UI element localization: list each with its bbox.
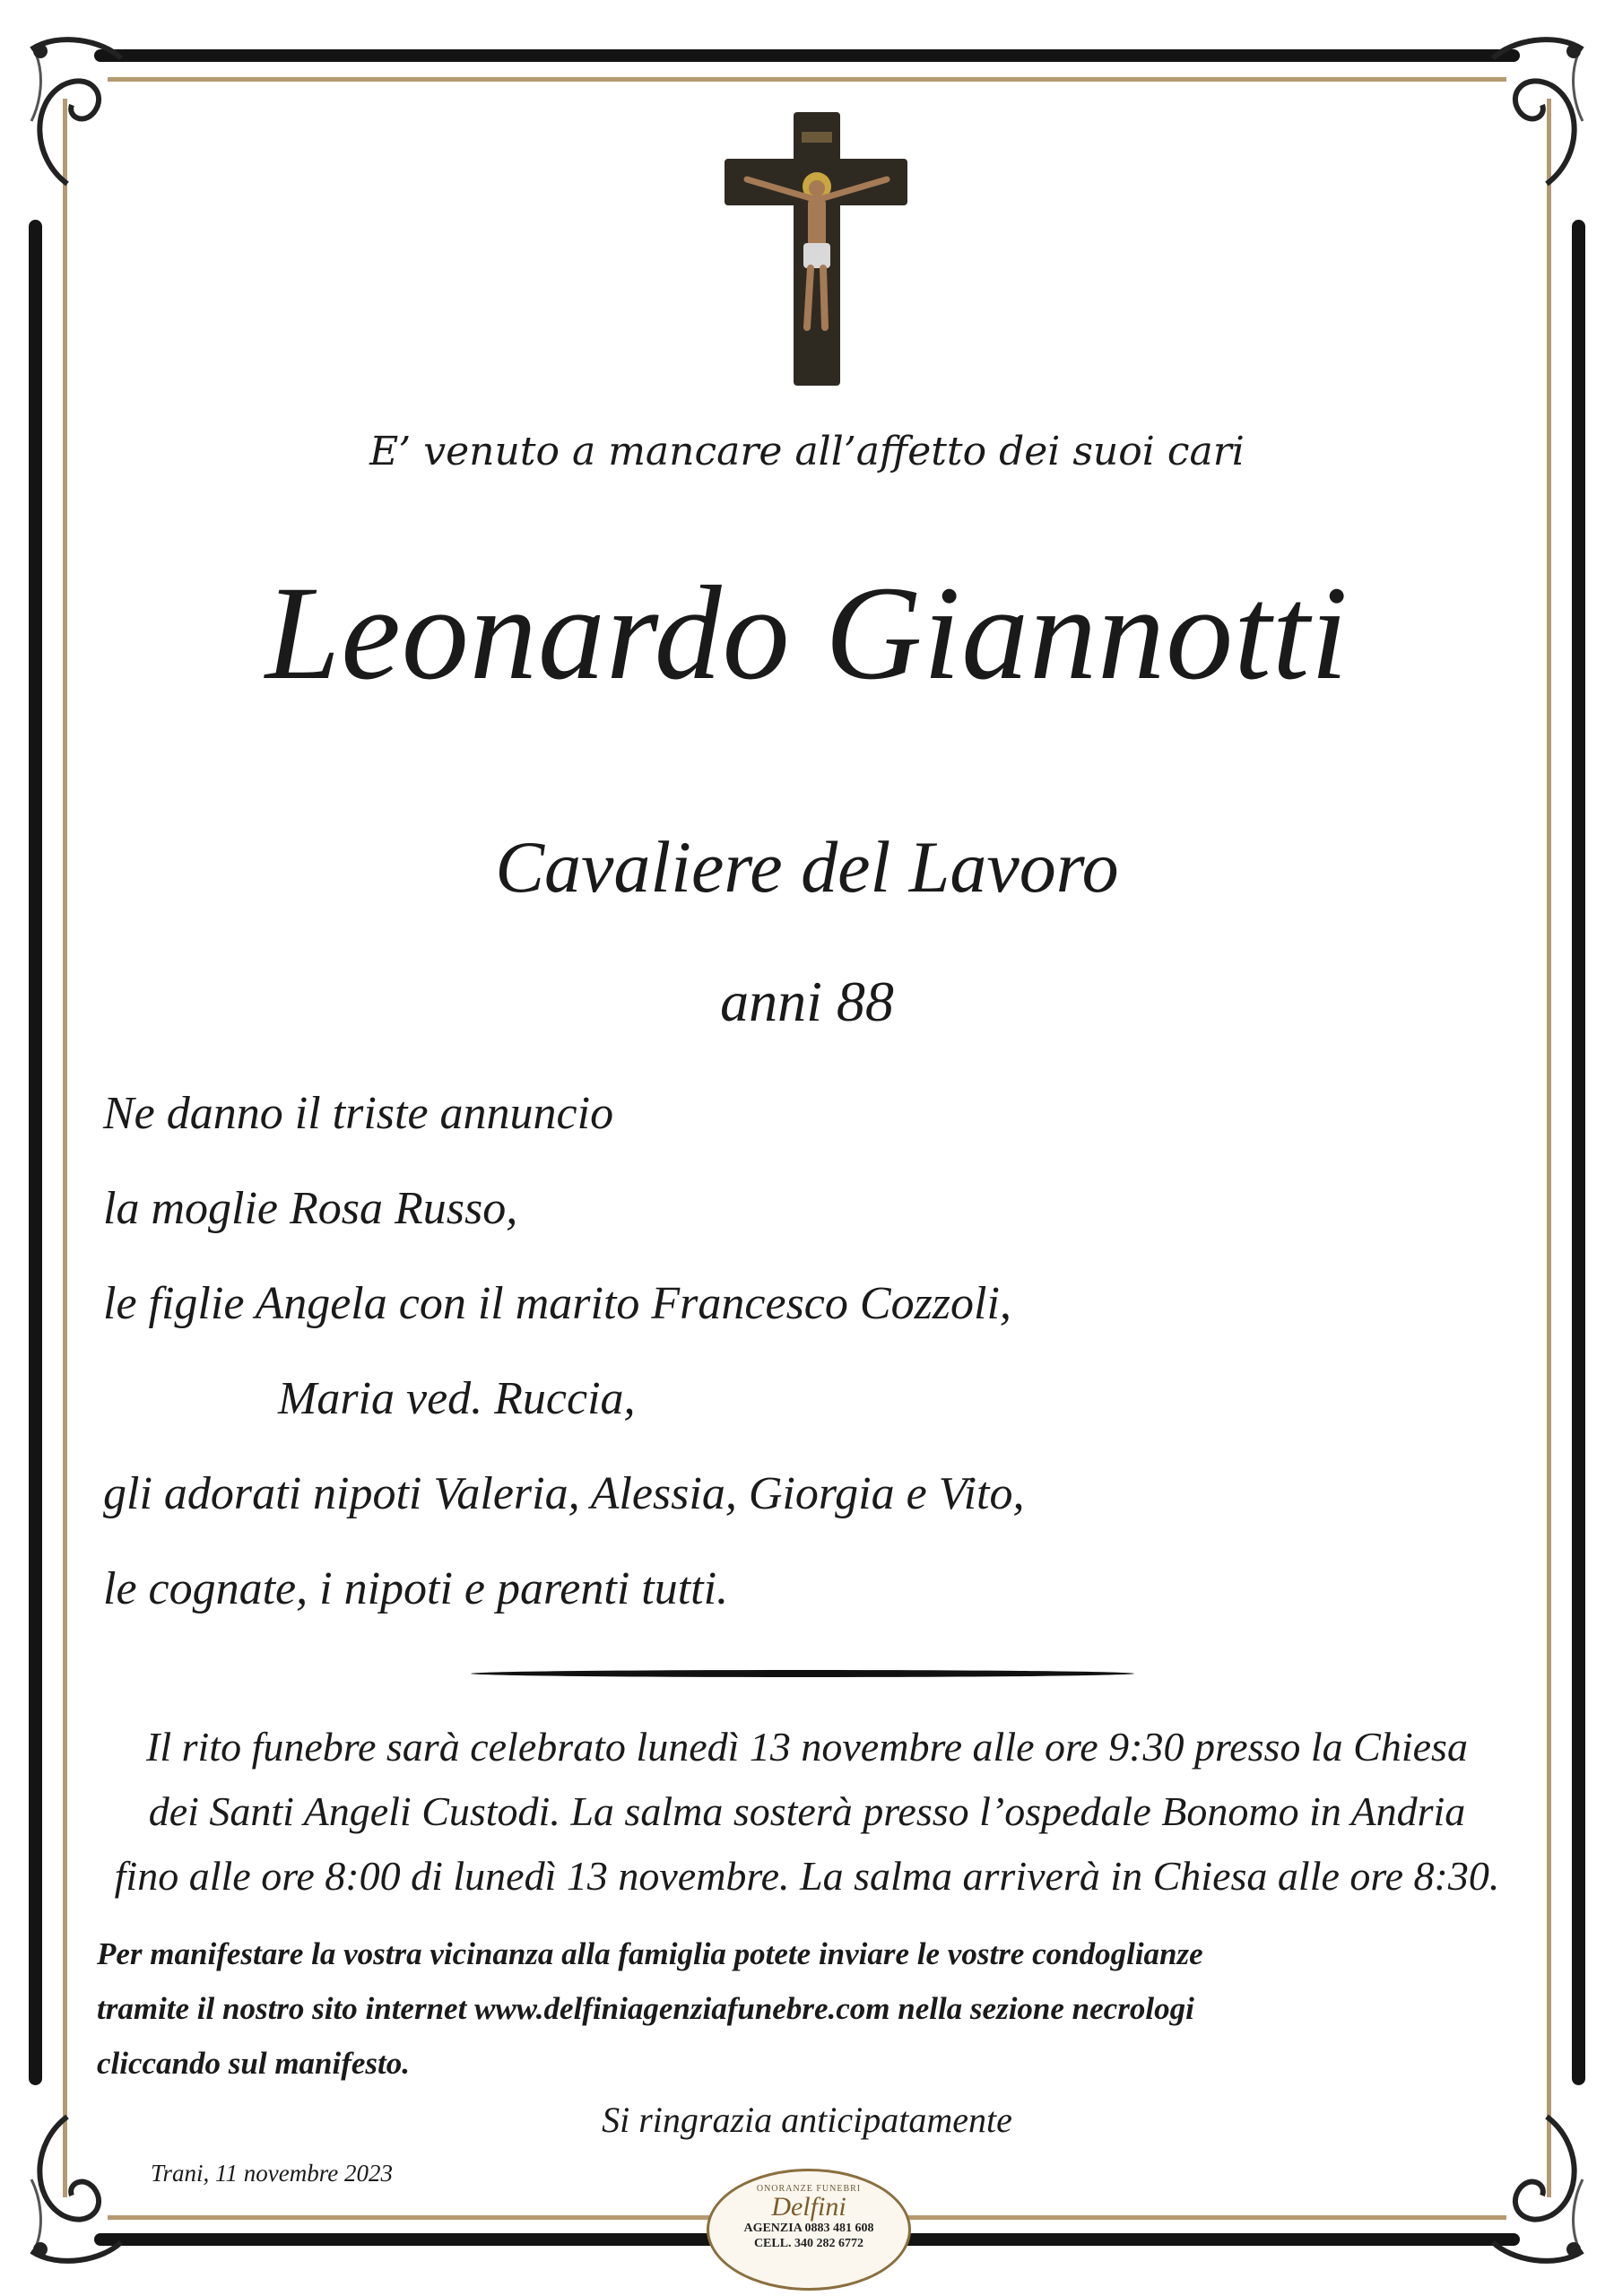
rite-line: dei Santi Angeli Custodi. La salma sosterà presso l’ospedale Bonomo in Andria: [148, 1788, 1466, 1834]
family-line: Maria ved. Ruccia,: [278, 1373, 636, 1424]
family-line: gli adorati nipoti Valeria, Alessia, Giorgia e Vito,: [103, 1468, 1025, 1519]
family-line: le figlie Angela con il marito Francesco Cozzoli,: [103, 1278, 1011, 1329]
deceased-name: Leonardo Giannotti: [265, 559, 1349, 708]
agency-logo: [707, 2169, 911, 2291]
rite-line: fino alle ore 8:00 di lunedì 13 novembre. La salma arriverà in Chiesa alle ore 8:30.: [114, 1853, 1500, 1899]
frame-left-gold-line: [63, 99, 67, 2197]
divider: [471, 1670, 1134, 1677]
logo-agency-phone: AGENZIA 0883 481 608: [743, 2222, 874, 2235]
place-date: Trani, 11 novembre 2023: [151, 2160, 393, 2187]
logo-brand: Delfini: [771, 2192, 846, 2222]
corner-ornament-top-right: [1484, 22, 1601, 202]
condolences-line: cliccando sul manifesto.: [97, 2046, 411, 2081]
logo-cell-phone: CELL. 340 282 6772: [753, 2237, 864, 2250]
condolences-line: Per manifestare la vostra vicinanza alla famiglia potete inviare le vostre condoglianze: [97, 1936, 1203, 1971]
intro-text: E’ venuto a mancare all’affetto dei suoi cari: [369, 429, 1245, 474]
logo-top-text: ONORANZE FUNEBRI: [756, 2184, 862, 2194]
family-line: le cognate, i nipoti e parenti tutti.: [103, 1563, 729, 1614]
funeral-rite-text: [90, 1715, 1524, 1909]
condolences-text: [97, 1926, 1523, 2091]
frame-right-gold-line: [1547, 99, 1551, 2197]
rite-line: Il rito funebre sarà celebrato lunedì 13 novembre alle ore 9:30 presso la Chiesa: [146, 1724, 1468, 1770]
frame-top-gold-line: [108, 77, 1506, 82]
crucifix-icon: [725, 112, 907, 386]
family-line: la moglie Rosa Russo,: [103, 1183, 518, 1234]
thanks-text: Si ringrazia anticipatamente: [602, 2100, 1012, 2140]
corner-ornament-top-left: [13, 22, 130, 202]
frame-left-bar: [29, 220, 42, 2085]
age-text: anni 88: [720, 970, 894, 1033]
family-line: Ne danno il triste annuncio: [103, 1088, 614, 1139]
frame-top-bar: [94, 49, 1520, 62]
honorific-title: Cavaliere del Lavoro: [495, 826, 1119, 908]
condolences-line: tramite il nostro sito internet www.delfiniagenziafunebre.com nella sezione necrologi: [97, 1991, 1194, 2026]
frame-right-bar: [1572, 220, 1585, 2085]
